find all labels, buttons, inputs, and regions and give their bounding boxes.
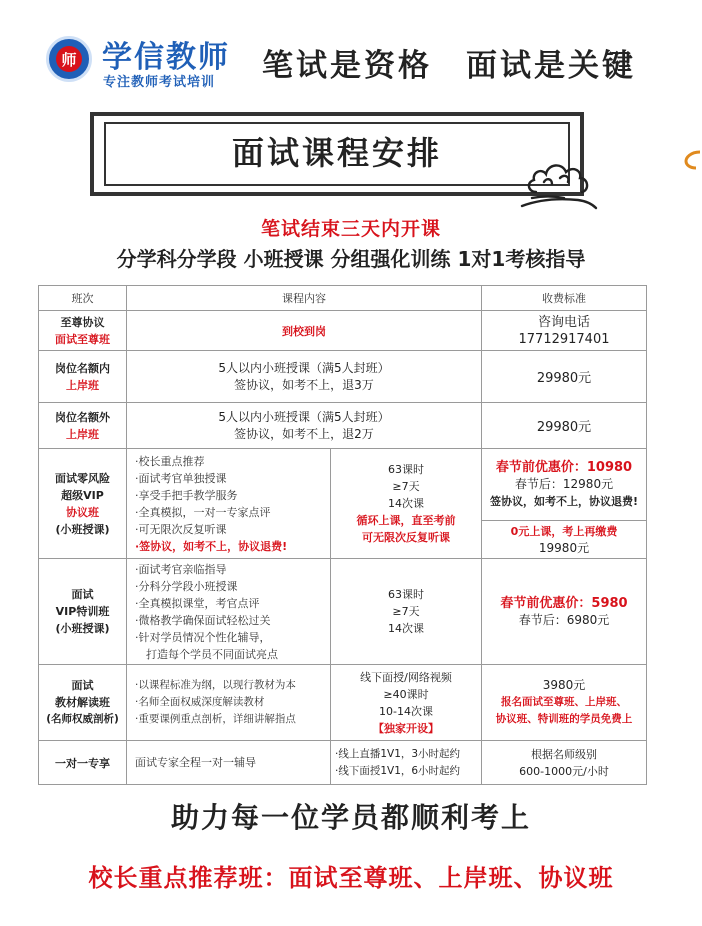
table-header-row — [39, 286, 647, 311]
table-row: 面试 教材解读班 (名师权威剖析) ·以课程标准为纲，以现行教材为本 ·名师全面权威深度解读教材 ·重要课例重点剖析，详细讲解指点 线下面授/网络视频 ≥40课时 10-14次课 【独家开设】 3980元 报名面试至尊班、上岸班、 协议班、特训班的学员免费上 — [39, 665, 647, 741]
subtitle-red: 笔试结束三天内开课 — [260, 218, 441, 240]
brand-logo — [46, 36, 92, 82]
brand-logo-mark: 师 — [56, 46, 82, 72]
brand-name: 学信教师 — [102, 40, 230, 75]
brand-tagline: 专注教师考试培训 — [103, 75, 216, 90]
header-class: 班次 — [39, 286, 127, 311]
table-row: 面试 VIP特训班 (小班授课) ·面试考官亲临指导 ·分科分学段小班授课 ·全真模拟课堂，考官点评 ·微格教学确保面试轻松过关 ·针对学员情况个性化辅导， 打造每个学员不同面试亮点 63课时 ≥7天 14次课 春节前优惠价：5980 春节后：6980元 — [39, 559, 647, 665]
recommend-line: 校长重点推荐班：面试至尊班、上岸班、协议班 — [88, 864, 614, 892]
table-row: 面试零风险 超级VIP 协议班 (小班授课) ·校长重点推荐 ·面试考官单独授课 ·享受手把手教学服务 ·全真模拟，一对一专家点评 ·可无限次反复听课 ·签协议，如考不上，协议退费! 63课时 ≥7天 14次课 循环上课，直至考前 可无限次反复听课 春节前优惠价：10980 春节后：12980元 签协议，如考不上，协议退费! — [39, 449, 647, 521]
table-row: 岗位名额内 上岸班 5人以内小班授课（满5人封班） 签协议，如考不上，退3万 29980元 — [39, 351, 647, 403]
closing-slogan: 助力每一位学员都顺利考上 — [170, 801, 531, 834]
cloud-decoration-icon — [518, 148, 598, 218]
page-title: 面试课程安排 — [231, 134, 442, 172]
table-row: 0元上课，考上再缴费 19980元 — [39, 521, 647, 559]
header-price: 收费标准 — [482, 286, 647, 311]
table-row: 岗位名额外 上岸班 5人以内小班授课（满5人封班） 签协议，如考不上，退2万 29980元 — [39, 403, 647, 449]
subtitle: 分学科分学段 小班授课 分组强化训练 1对1考核指导 — [116, 247, 586, 271]
table-row: 一对一专享 面试专家全程一对一辅导 ·线上直播1V1，3小时起约 ·线下面授1V1，6小时起约 根据名师级别 600-1000元/小时 — [39, 741, 647, 785]
course-table — [38, 285, 647, 785]
table-row: 至尊协议 面试至尊班 到校到岗 咨询电话 17712917401 — [39, 311, 647, 351]
edge-swirl-icon — [684, 150, 702, 170]
slogan: 笔试是资格 面试是关键 — [262, 48, 636, 84]
header-content: 课程内容 — [127, 286, 482, 311]
